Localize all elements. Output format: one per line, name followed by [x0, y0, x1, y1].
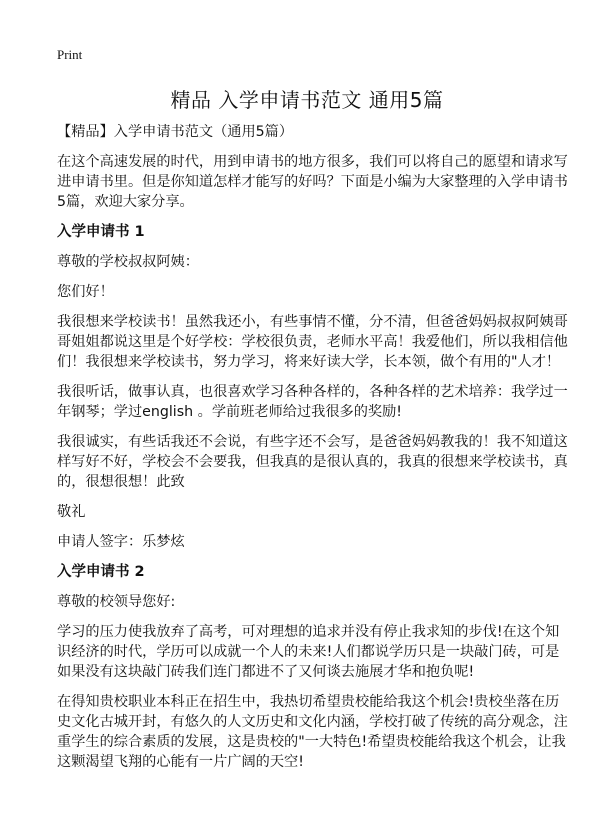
text-line: 年钢琴；学过english 。学前班老师给过我很多的奖励! — [57, 404, 402, 420]
section-heading — [57, 222, 557, 242]
paragraph — [57, 152, 568, 212]
document-title: 精品 入学申请书范文 通用5篇 — [170, 88, 444, 112]
paragraph — [57, 282, 557, 302]
paragraph — [57, 532, 557, 552]
text-line: 敬礼 — [57, 504, 86, 520]
text-line: 5篇，欢迎大家分享。 — [57, 194, 194, 210]
text-line: 重学生的综合素质的发展，这是贵校的"一大特色!希望贵校能给我这个机会，让我 — [57, 734, 566, 750]
paragraph — [57, 252, 557, 272]
text-line: 入学申请书 1 — [57, 224, 145, 240]
print-link[interactable]: Print — [57, 47, 83, 62]
text-line: 在得知贵校职业本科正在招生中，我热切希望贵校能给我这个机会!贵校坐落在历 — [57, 694, 560, 710]
document-body — [57, 122, 568, 772]
text-line: 入学申请书 2 — [57, 564, 145, 580]
text-line: 学习的压力使我放弃了高考，可对理想的追求并没有停止我求知的步伐!在这个知 — [57, 624, 560, 640]
text-line: 您们好！ — [57, 284, 114, 300]
text-line: 尊敬的学校叔叔阿姨： — [57, 254, 199, 270]
text-line: 【精品】入学申请书范文（通用5篇） — [57, 124, 294, 140]
paragraph — [57, 502, 557, 522]
document-page — [57, 46, 568, 782]
text-line: 哥姐姐都说这里是个好学校：学校很负责，老师水平高！我爱他们，所以我相信他 — [57, 334, 568, 350]
text-line: 我很诚实，有些话我还不会说，有些字还不会写，是爸爸妈妈教我的！我不知道这 — [57, 434, 568, 450]
paragraph — [57, 622, 560, 682]
paragraph — [57, 432, 568, 492]
paragraph — [57, 692, 568, 772]
text-line: 尊敬的校领导您好: — [57, 594, 176, 610]
text-line: 们！我很想来学校读书，努力学习，将来好读大学，长本领，做个有用的"人才！ — [57, 354, 561, 370]
text-line: 样写好不好，学校会不会要我，但我真的是很认真的，我真的很想来学校读书，真 — [57, 454, 568, 470]
text-line: 进申请书里。但是你知道怎样才能写的好吗？下面是小编为大家整理的入学申请书 — [57, 174, 568, 190]
text-line: 在这个高速发展的时代，用到申请书的地方很多，我们可以将自己的愿望和请求写 — [57, 154, 568, 170]
paragraph — [57, 122, 557, 142]
paragraph — [57, 312, 568, 372]
paragraph — [57, 382, 568, 422]
text-line: 我很听话，做事认真，也很喜欢学习各种各样的，各种各样的艺术培养：我学过一 — [57, 384, 568, 400]
text-line: 这颗渴望飞翔的心能有一片广阔的天空! — [57, 754, 304, 770]
text-line: 识经济的时代，学历可以成就一个人的未来!人们都说学历只是一块敲门砖，可是 — [57, 644, 560, 660]
text-line: 的，很想很想！此致 — [57, 474, 185, 490]
text-line: 我很想来学校读书！虽然我还小，有些事情不懂，分不清，但爸爸妈妈叔叔阿姨哥 — [57, 314, 568, 330]
paragraph — [57, 592, 557, 612]
text-line: 申请人签字：乐梦炫 — [57, 534, 185, 550]
text-line: 史文化古城开封，有悠久的人文历史和文化内涵，学校打破了传统的高分观念，注 — [57, 714, 568, 730]
section-heading — [57, 562, 557, 582]
text-line: 如果没有这块敲门砖我们连门都进不了又何谈去施展才华和抱负呢! — [57, 664, 475, 680]
